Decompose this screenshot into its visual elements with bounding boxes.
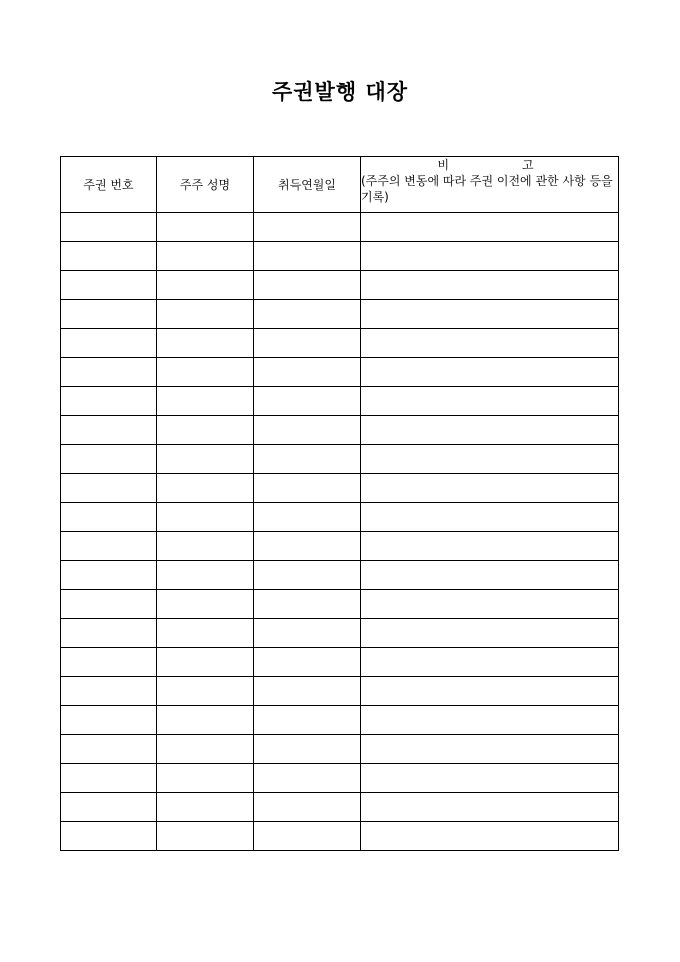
cell-holder-name <box>157 387 254 416</box>
cell-remarks <box>361 358 619 387</box>
cell-remarks <box>361 271 619 300</box>
cell-remarks <box>361 648 619 677</box>
table-row <box>61 532 619 561</box>
cell-remarks <box>361 735 619 764</box>
remarks-note: (주주의 변동에 따라 주권 이전에 관한 사항 등을 기록) <box>361 174 613 204</box>
cell-acquired-date <box>254 503 361 532</box>
cell-acquired-date <box>254 822 361 851</box>
cell-remarks <box>361 387 619 416</box>
cell-acquired-date <box>254 213 361 242</box>
cell-acquired-date <box>254 677 361 706</box>
table-row <box>61 590 619 619</box>
cell-cert-no <box>61 677 157 706</box>
cell-cert-no <box>61 474 157 503</box>
cell-cert-no <box>61 242 157 271</box>
cell-holder-name <box>157 213 254 242</box>
cell-holder-name <box>157 735 254 764</box>
cell-holder-name <box>157 822 254 851</box>
cell-remarks <box>361 474 619 503</box>
cell-cert-no <box>61 735 157 764</box>
header-cert-no: 주권 번호 <box>61 157 157 213</box>
table-row <box>61 619 619 648</box>
cell-holder-name <box>157 532 254 561</box>
cell-remarks <box>361 329 619 358</box>
cell-acquired-date <box>254 561 361 590</box>
cell-cert-no <box>61 387 157 416</box>
cell-holder-name <box>157 416 254 445</box>
cell-remarks <box>361 300 619 329</box>
cell-remarks <box>361 822 619 851</box>
table-row <box>61 561 619 590</box>
table-row <box>61 648 619 677</box>
share-issuance-ledger-table <box>60 156 619 851</box>
cell-holder-name <box>157 706 254 735</box>
cell-cert-no <box>61 532 157 561</box>
cell-holder-name <box>157 561 254 590</box>
header-row <box>61 157 619 213</box>
header-acquired-date: 취득연월일 <box>254 157 361 213</box>
remarks-title-char-1: 비 <box>437 158 450 172</box>
cell-holder-name <box>157 619 254 648</box>
cell-cert-no <box>61 822 157 851</box>
cell-remarks <box>361 706 619 735</box>
cell-cert-no <box>61 445 157 474</box>
cell-remarks <box>361 561 619 590</box>
table-row <box>61 271 619 300</box>
cell-acquired-date <box>254 387 361 416</box>
cell-acquired-date <box>254 358 361 387</box>
cell-remarks <box>361 445 619 474</box>
table-row <box>61 503 619 532</box>
table-row <box>61 358 619 387</box>
cell-cert-no <box>61 648 157 677</box>
cell-cert-no <box>61 590 157 619</box>
cell-holder-name <box>157 445 254 474</box>
cell-holder-name <box>157 474 254 503</box>
cell-acquired-date <box>254 242 361 271</box>
cell-remarks <box>361 793 619 822</box>
cell-holder-name <box>157 677 254 706</box>
cell-cert-no <box>61 358 157 387</box>
cell-cert-no <box>61 793 157 822</box>
cell-acquired-date <box>254 445 361 474</box>
cell-remarks <box>361 242 619 271</box>
cell-holder-name <box>157 590 254 619</box>
table-row <box>61 677 619 706</box>
cell-holder-name <box>157 358 254 387</box>
table-row <box>61 793 619 822</box>
cell-holder-name <box>157 242 254 271</box>
page-title: 주권발행 대장 <box>271 79 409 104</box>
cell-acquired-date <box>254 300 361 329</box>
table-row <box>61 242 619 271</box>
cell-remarks <box>361 416 619 445</box>
table-row <box>61 329 619 358</box>
cell-holder-name <box>157 271 254 300</box>
table-row <box>61 822 619 851</box>
ledger-body <box>61 213 619 851</box>
cell-acquired-date <box>254 416 361 445</box>
header-remarks <box>361 157 619 213</box>
table-row <box>61 213 619 242</box>
cell-holder-name <box>157 764 254 793</box>
table-row <box>61 764 619 793</box>
table-row <box>61 735 619 764</box>
cell-cert-no <box>61 706 157 735</box>
cell-holder-name <box>157 648 254 677</box>
cell-acquired-date <box>254 648 361 677</box>
table-row <box>61 474 619 503</box>
table-row <box>61 706 619 735</box>
cell-cert-no <box>61 300 157 329</box>
cell-acquired-date <box>254 329 361 358</box>
cell-remarks <box>361 213 619 242</box>
table-row <box>61 416 619 445</box>
cell-cert-no <box>61 213 157 242</box>
cell-cert-no <box>61 764 157 793</box>
cell-remarks <box>361 764 619 793</box>
header-holder-name: 주주 성명 <box>157 157 254 213</box>
cell-cert-no <box>61 416 157 445</box>
cell-acquired-date <box>254 735 361 764</box>
cell-holder-name <box>157 793 254 822</box>
cell-holder-name <box>157 300 254 329</box>
cell-acquired-date <box>254 619 361 648</box>
cell-cert-no <box>61 561 157 590</box>
remarks-title-char-2: 고 <box>521 158 534 172</box>
cell-remarks <box>361 532 619 561</box>
cell-acquired-date <box>254 706 361 735</box>
cell-acquired-date <box>254 271 361 300</box>
cell-holder-name <box>157 503 254 532</box>
cell-acquired-date <box>254 532 361 561</box>
cell-cert-no <box>61 329 157 358</box>
cell-cert-no <box>61 271 157 300</box>
cell-remarks <box>361 590 619 619</box>
table-row <box>61 387 619 416</box>
cell-remarks <box>361 503 619 532</box>
cell-remarks <box>361 677 619 706</box>
cell-cert-no <box>61 503 157 532</box>
table-row <box>61 445 619 474</box>
cell-holder-name <box>157 329 254 358</box>
cell-acquired-date <box>254 793 361 822</box>
table-row <box>61 300 619 329</box>
cell-acquired-date <box>254 474 361 503</box>
remarks-title <box>361 157 618 173</box>
cell-acquired-date <box>254 764 361 793</box>
cell-remarks <box>361 619 619 648</box>
cell-acquired-date <box>254 590 361 619</box>
cell-cert-no <box>61 619 157 648</box>
